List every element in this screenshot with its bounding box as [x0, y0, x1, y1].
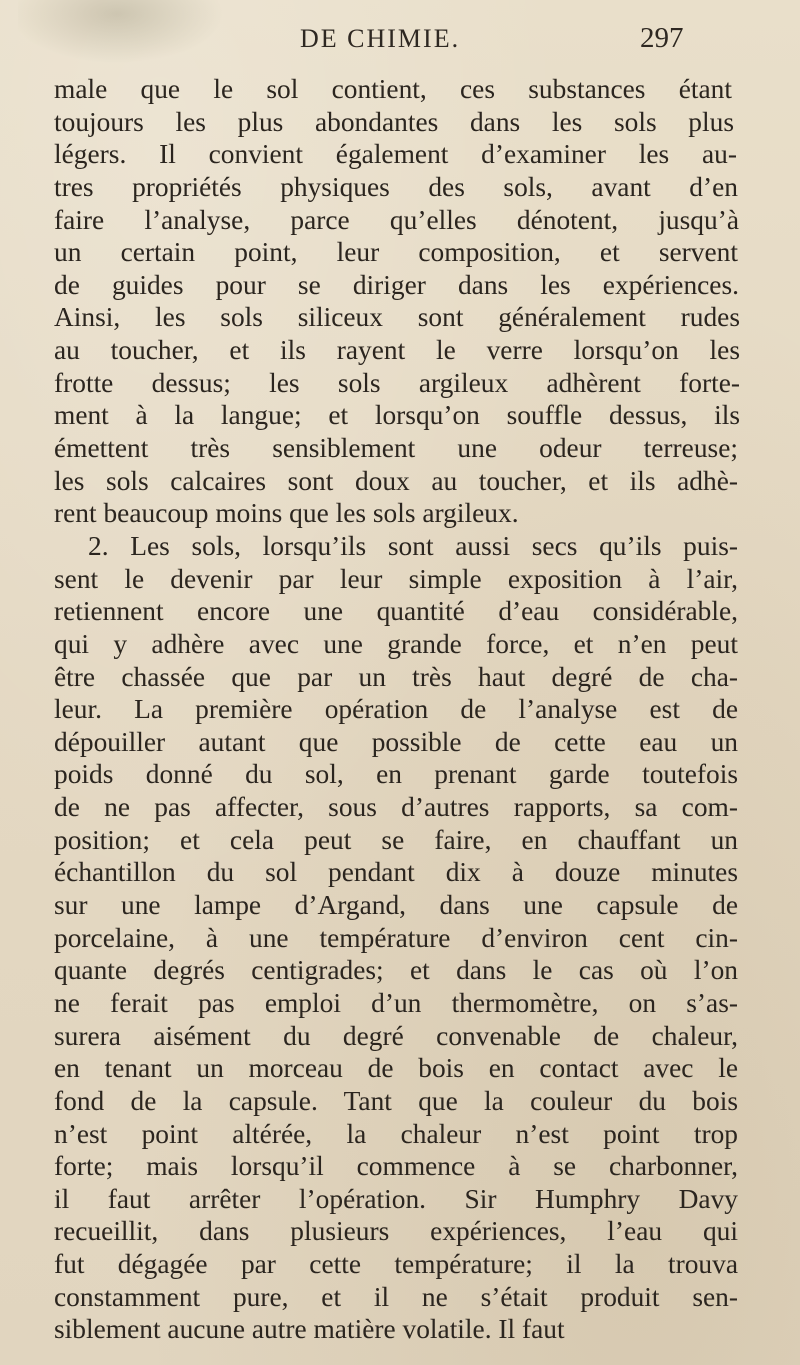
- text-line: frotte dessus; les sols argileux adhèrent forte-: [54, 367, 740, 398]
- text-line: de ne pas affecter, sous d’autres rapports, sa com-: [54, 792, 738, 823]
- page-number: 297: [640, 22, 684, 54]
- text-line: un certain point, leur composition, et servent: [54, 237, 738, 268]
- text-line: dépouiller autant que possible de cette eau un: [54, 726, 738, 757]
- text-line: siblement aucune autre matière volatile. Il faut: [54, 1314, 565, 1345]
- text-line: en tenant un morceau de bois en contact avec le: [54, 1053, 738, 1084]
- text-line: retiennent encore une quantité d’eau considérable,: [54, 596, 738, 627]
- text-line: légers. Il convient également d’examiner les au-: [54, 139, 737, 170]
- text-line: recueillit, dans plusieurs expériences, l’eau qui: [54, 1216, 738, 1247]
- text-line: porcelaine, à une température d’environ cent cin-: [54, 922, 738, 953]
- text-line: toujours les plus abondantes dans les sols plus: [54, 106, 734, 137]
- text-line: quante degrés centigrades; et dans le cas où l’on: [54, 955, 738, 986]
- text-line: faire l’analyse, parce qu’elles dénotent, jusqu’à: [54, 204, 739, 235]
- page-header: [0, 18, 800, 68]
- text-line: ne ferait pas emploi d’un thermomètre, on s’as-: [54, 987, 738, 1018]
- text-line: poids donné du sol, en prenant garde toutefois: [54, 759, 738, 790]
- text-line: au toucher, et ils rayent le verre lorsqu’on les: [54, 335, 740, 366]
- text-line: être chassée que par un très haut degré de cha-: [54, 661, 738, 692]
- running-head: DE CHIMIE.: [300, 24, 461, 53]
- text-line: leur. La première opération de l’analyse est de: [54, 694, 738, 725]
- text-line: constamment pure, et il ne s’était produit sen-: [54, 1281, 738, 1312]
- text-line: Ainsi, les sols siliceux sont généralement rudes: [54, 302, 740, 333]
- text-line: ment à la langue; et lorsqu’on souffle dessus, ils: [54, 400, 740, 431]
- text-line: fond de la capsule. Tant que la couleur du bois: [54, 1085, 738, 1116]
- text-line: les sols calcaires sont doux au toucher, et ils adhè-: [54, 465, 738, 496]
- text-line: rent beaucoup moins que les sols argileux.: [54, 498, 519, 529]
- text-line: surera aisément du degré convenable de chaleur,: [54, 1020, 738, 1051]
- text-line: qui y adhère avec une grande force, et n’en peut: [54, 628, 738, 659]
- text-line: fut dégagée par cette température; il la trouva: [54, 1249, 738, 1280]
- text-line: forte; mais lorsqu’il commence à se charbonner,: [54, 1151, 738, 1182]
- text-line: 2. Les sols, lorsqu’ils sont aussi secs qu’ils puis-: [88, 530, 738, 561]
- text-line: il faut arrêter l’opération. Sir Humphry Davy: [54, 1183, 738, 1214]
- text-line: male que le sol contient, ces substances étant: [54, 74, 732, 104]
- text-line: échantillon du sol pendant dix à douze minutes: [54, 857, 738, 888]
- text-line: sent le devenir par leur simple exposition à l’air,: [54, 563, 738, 594]
- text-line: position; et cela peut se faire, en chauffant un: [54, 824, 738, 855]
- text-line: tres propriétés physiques des sols, avant d’en: [54, 171, 738, 202]
- text-line: sur une lampe d’Argand, dans une capsule de: [54, 890, 738, 921]
- text-line: n’est point altérée, la chaleur n’est point trop: [54, 1118, 738, 1149]
- text-line: émettent très sensiblement une odeur terreuse;: [54, 433, 738, 464]
- text-line: de guides pour se diriger dans les expériences.: [54, 269, 739, 300]
